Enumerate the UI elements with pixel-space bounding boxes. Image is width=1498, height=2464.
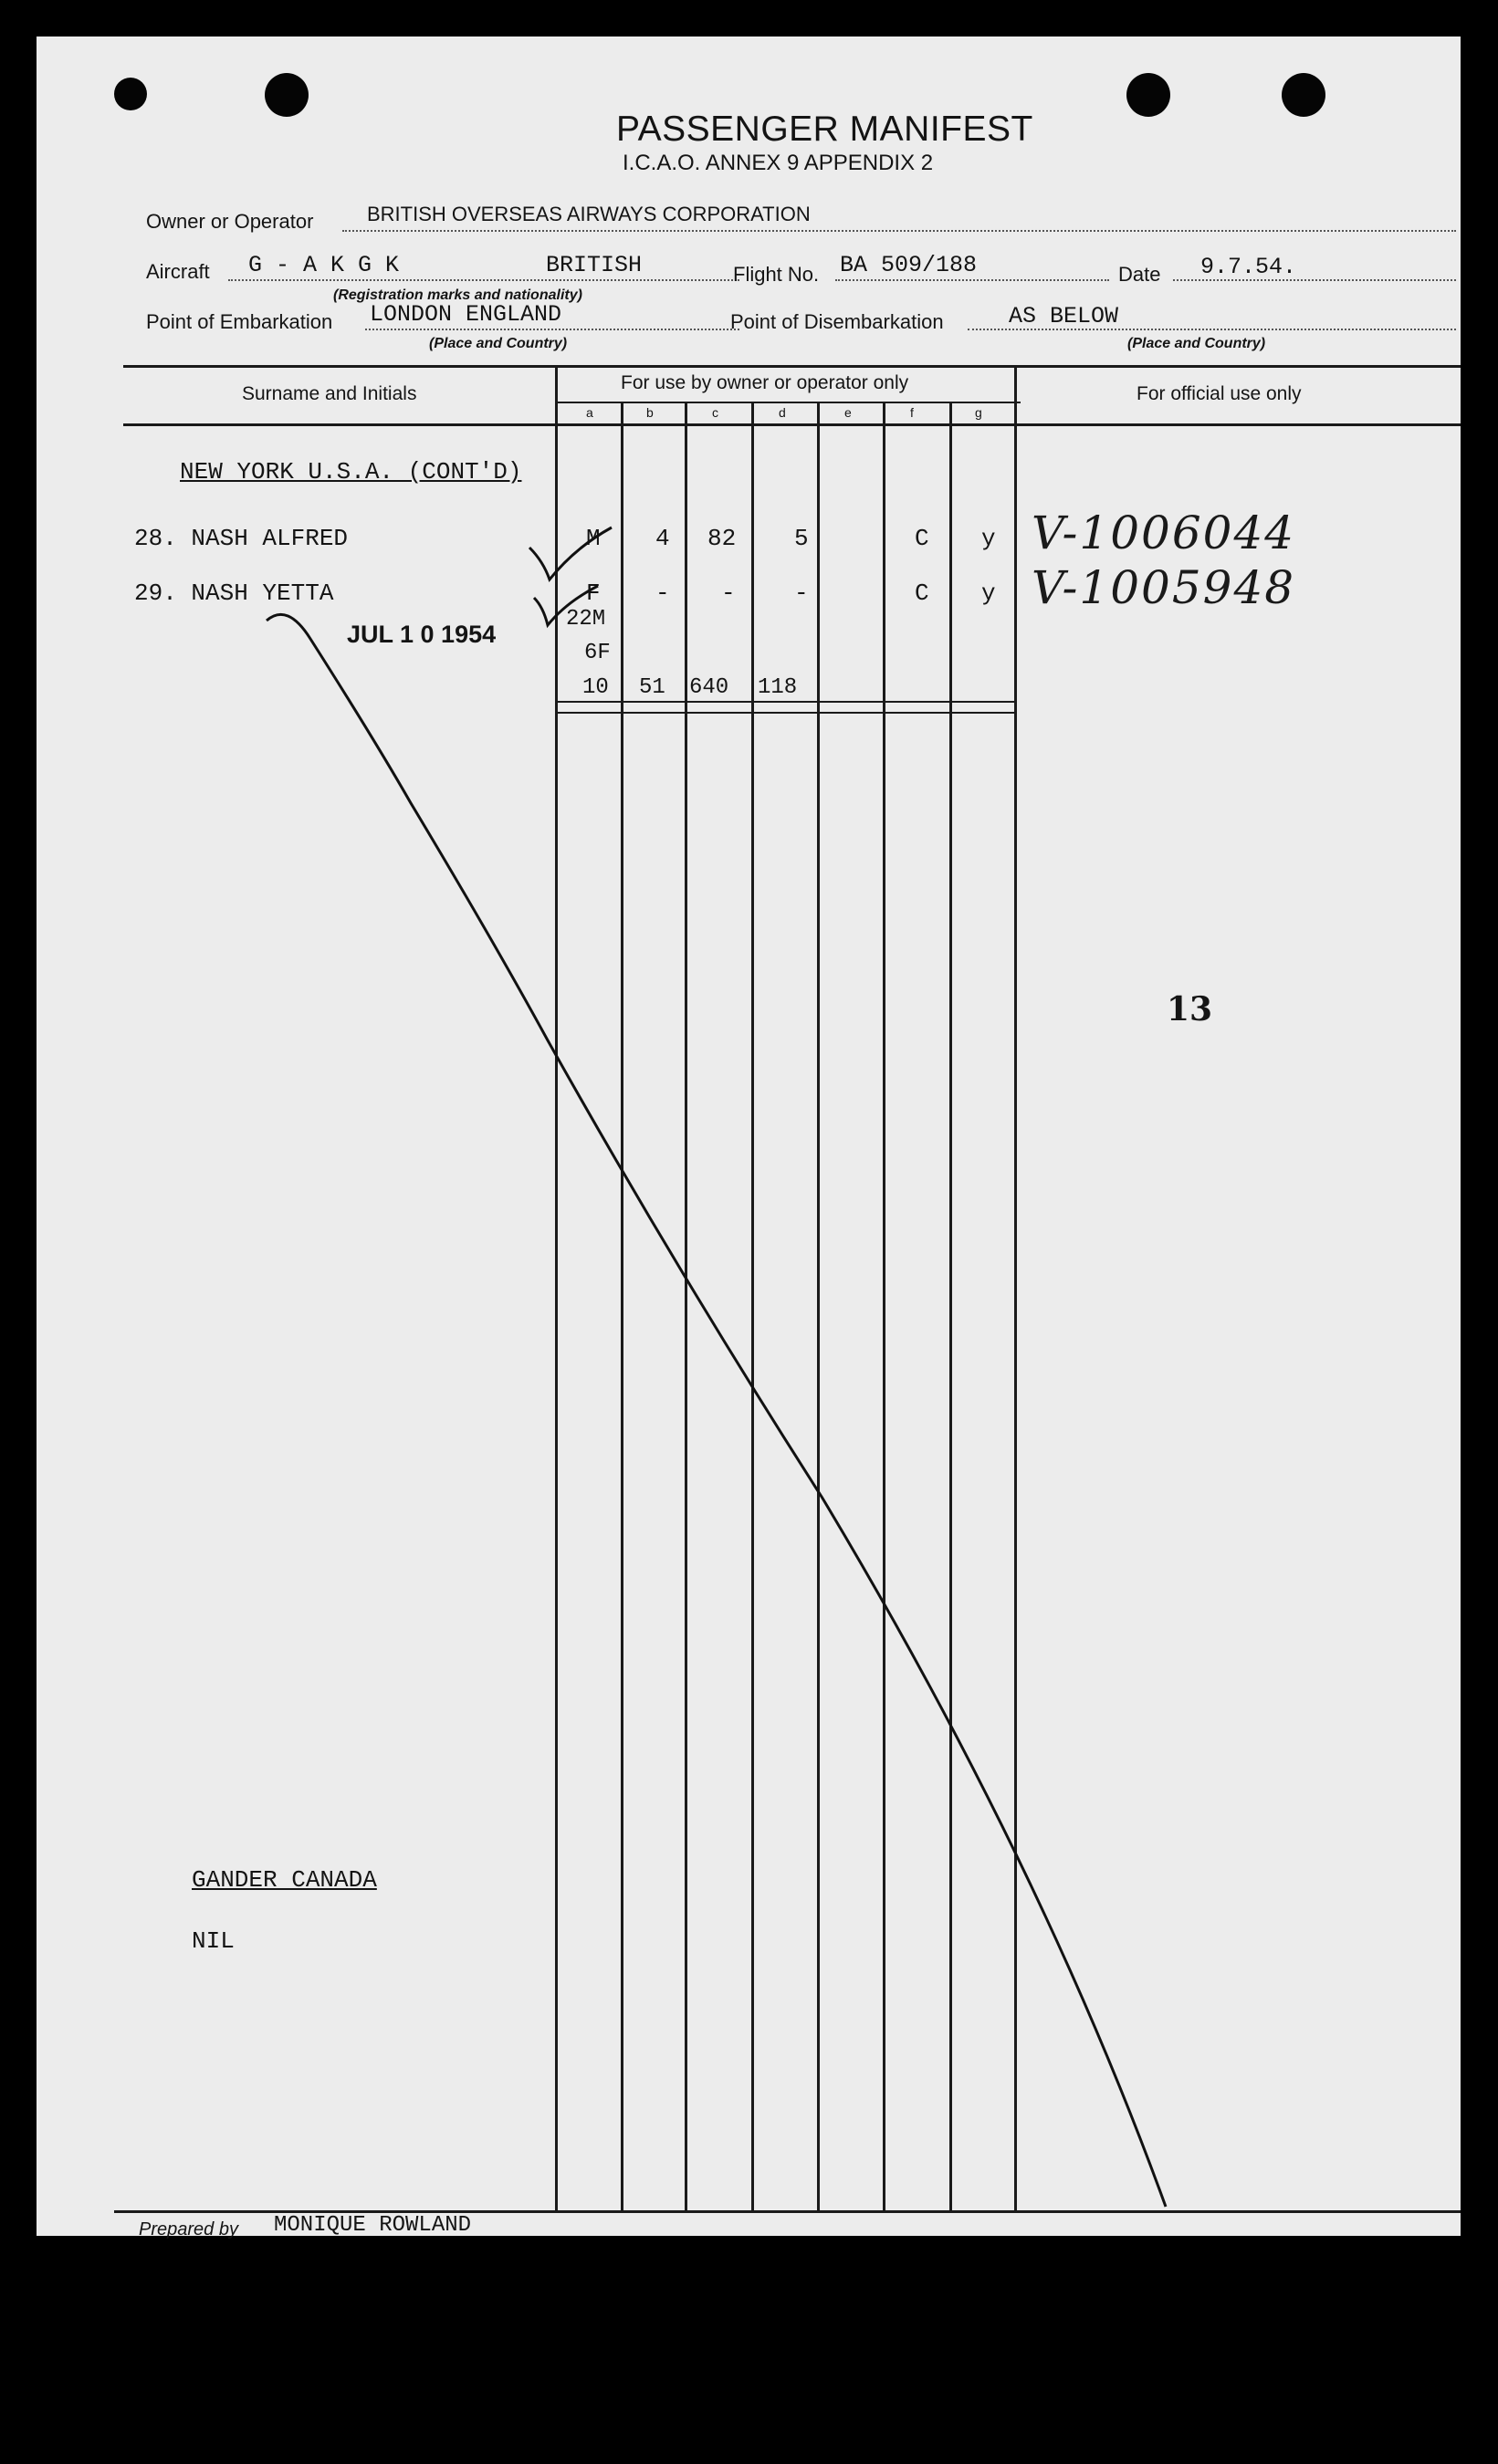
cell-d: 5: [794, 525, 809, 552]
prepared-by-value: MONIQUE ROWLAND: [274, 2213, 472, 2238]
cell-g: y: [981, 525, 996, 552]
disembarkation-note: (Place and Country): [1127, 336, 1266, 351]
flight-label: Flight No.: [733, 263, 820, 286]
section-heading-gander: GANDER CANADA: [192, 1866, 377, 1894]
date-label: Date: [1118, 263, 1161, 286]
column-letter-f: f: [910, 405, 914, 420]
total-male: 22M: [566, 607, 606, 632]
cell-a: F: [586, 579, 601, 607]
cell-b: 4: [655, 525, 670, 552]
passenger-name: 29. NASH YETTA: [134, 579, 334, 607]
column-letter-b: b: [646, 405, 654, 420]
aircraft-registration: G - A K G K: [248, 252, 400, 278]
column-letter-c: c: [712, 405, 718, 420]
official-handwritten-number: V-1005948: [1032, 561, 1296, 614]
official-handwritten-number: V-1006044: [1032, 506, 1296, 559]
strike-through-line: [267, 614, 1166, 2207]
operator-column-header: For use by owner or operator only: [621, 372, 909, 393]
total-b: 51: [639, 675, 665, 700]
total-d: 118: [758, 675, 798, 700]
surname-column-header: Surname and Initials: [242, 383, 417, 404]
disembarkation-label: Point of Disembarkation: [730, 310, 944, 333]
aircraft-label: Aircraft: [146, 260, 210, 283]
annotation-strokes: [37, 37, 1461, 2236]
embarkation-note: (Place and Country): [429, 336, 568, 351]
prepared-by-label: Prepared by: [139, 2219, 238, 2240]
total-c: 640: [689, 675, 729, 700]
section-heading-new-york: NEW YORK U.S.A. (CONT'D): [180, 458, 522, 485]
aircraft-nationality: BRITISH: [546, 252, 643, 278]
page-number: 13: [1167, 990, 1213, 1028]
total-female: 6F: [584, 641, 611, 665]
total-count: 10: [582, 675, 609, 700]
cell-f: C: [915, 579, 929, 607]
cell-a: M: [586, 525, 601, 552]
embarkation-value: LONDON ENGLAND: [370, 301, 562, 328]
checkmark-icon: [529, 527, 612, 579]
page-subtitle: I.C.A.O. ANNEX 9 APPENDIX 2: [623, 151, 934, 175]
cell-c: -: [721, 579, 736, 607]
date-stamp: JUL 1 0 1954: [347, 621, 497, 648]
column-letter-a: a: [586, 405, 593, 420]
cell-g: y: [981, 579, 996, 607]
disembarkation-value: AS BELOW: [1009, 303, 1119, 329]
cell-b: -: [655, 579, 670, 607]
column-letter-d: d: [779, 405, 786, 420]
manifest-page: [37, 37, 1461, 2240]
checkmark-icon: [534, 586, 598, 625]
cell-f: C: [915, 525, 929, 552]
cell-d: -: [794, 579, 809, 607]
flight-number: BA 509/188: [840, 252, 978, 278]
owner-value: BRITISH OVERSEAS AIRWAYS CORPORATION: [367, 203, 811, 225]
date-value: 9.7.54.: [1200, 254, 1297, 280]
section-value-nil: NIL: [192, 1927, 235, 1955]
embarkation-label: Point of Embarkation: [146, 310, 333, 333]
aircraft-note: (Registration marks and nationality): [333, 287, 582, 303]
passenger-name: 28. NASH ALFRED: [134, 525, 349, 552]
column-letter-g: g: [975, 405, 982, 420]
owner-label: Owner or Operator: [146, 210, 314, 233]
cell-c: 82: [707, 525, 737, 552]
column-letter-e: e: [844, 405, 852, 420]
official-column-header: For official use only: [1137, 383, 1302, 404]
page-title: PASSENGER MANIFEST: [616, 110, 1033, 149]
